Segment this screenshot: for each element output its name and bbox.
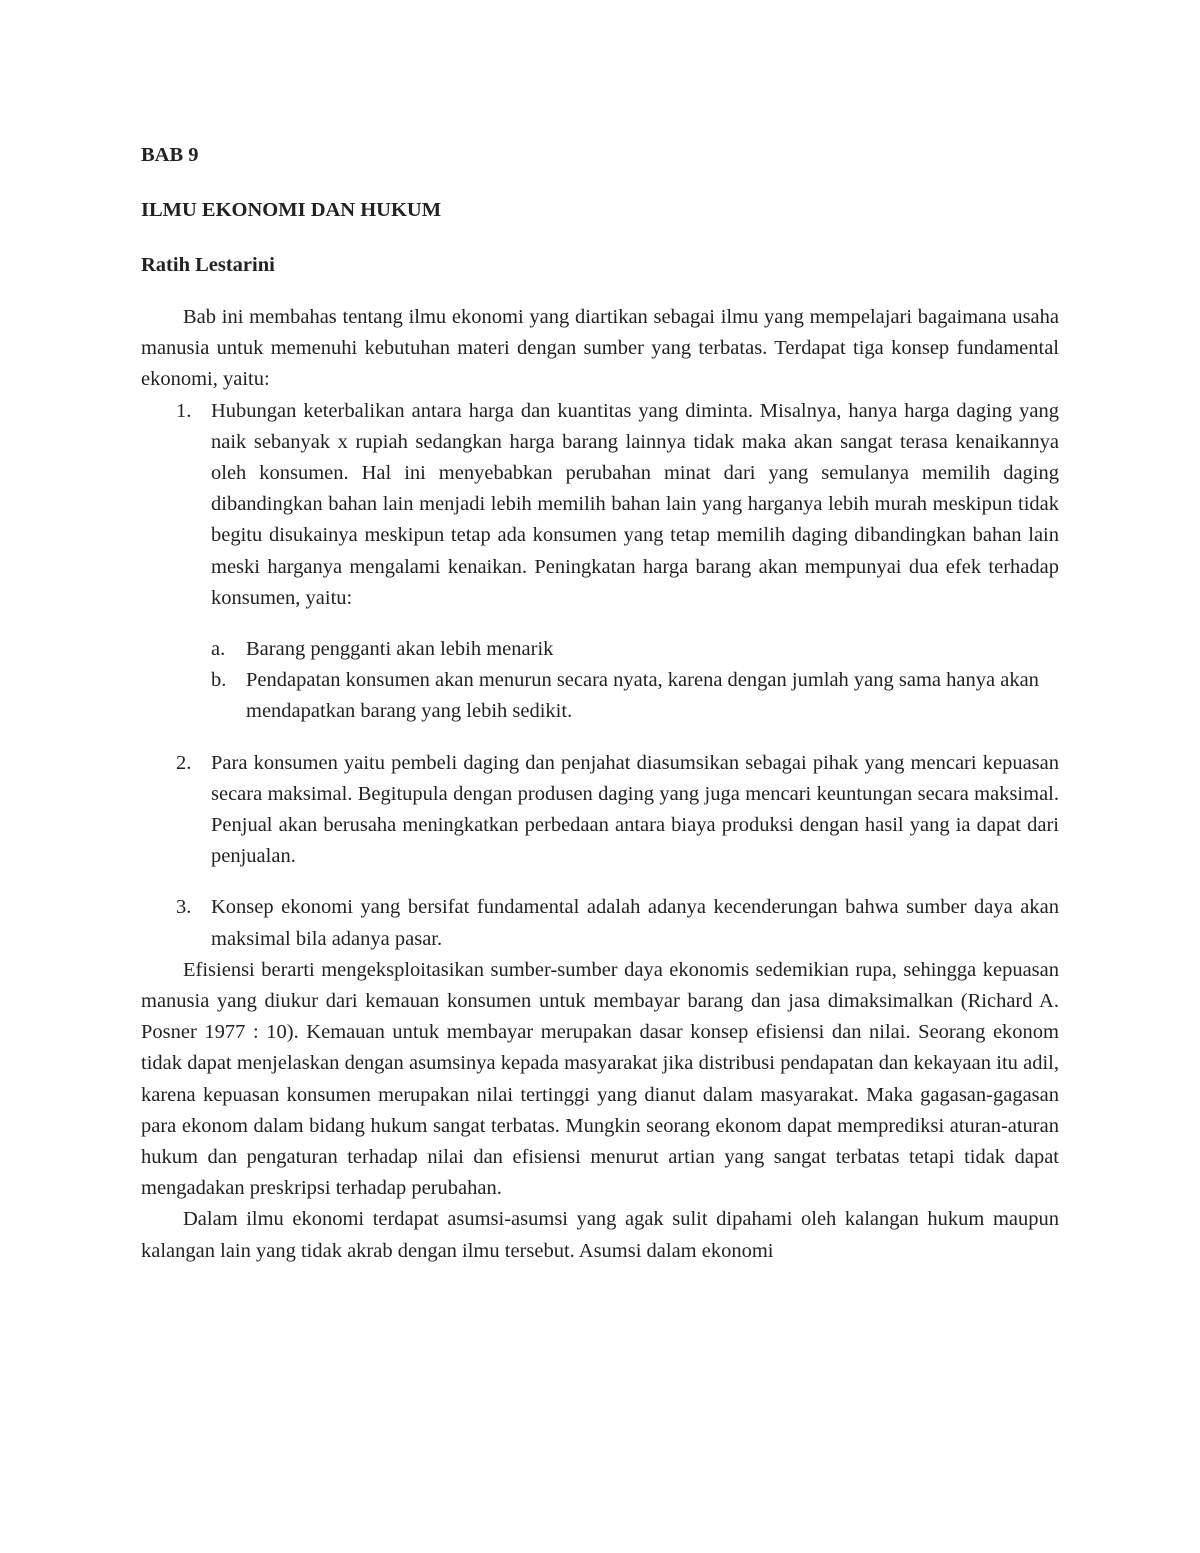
sublist-item-text: Pendapatan konsumen akan menurun secara nyata, karena dengan jumlah yang sama hanya akan mendapatkan barang yang lebih sedikit. [246,669,1039,723]
list-item [141,396,1059,728]
sublist-item-mark: a. [211,638,226,661]
list-item-number: 3. [176,896,192,919]
list-item-text: Para konsumen yaitu pembeli daging dan penjahat diasumsikan sebagai pihak yang mencari kepuasan secara maksimal. Begitupula dengan produsen daging yang juga mencari keuntungan secara maksimal. Penjual akan berusaha meningkatkan perbedaan antara biaya produksi dengan hasil yang ia dapat dari penjualan. [211,751,1059,868]
efficiency-paragraph: Efisiensi berarti mengeksploitasikan sumber-sumber daya ekonomis sedemikian rupa, sehingga kepuasan manusia yang diukur dari kemauan konsumen untuk membayar barang dan jasa dimaksimalkan (Richard A. Posner 1977 : 10). Kemauan untuk membayar merupakan dasar konsep efisiensi dan nilai. Seorang ekonom tidak dapat menjelaskan dengan asumsinya kepada masyarakat jika distribusi pendapatan dan kekayaan itu adil, karena kepuasan konsumen merupakan nilai tertinggi yang dianut dalam masyarakat. Maka gagasan-gagasan para ekonom dalam bidang hukum sangat terbatas. Mungkin seorang ekonom dapat memprediksi aturan-aturan hukum dan pengaturan terhadap nilai dan efisiensi menurut artian yang sangat terbatas tetapi tidak dapat mengadakan preskripsi terhadap perubahan. [141,958,1059,1200]
sublist-item [211,634,1059,665]
list-item-number: 1. [176,399,192,422]
list-item [141,892,1059,954]
chapter-title: ILMU EKONOMI DAN HUKUM [141,199,442,221]
concept-list [141,396,1059,955]
effects-sublist [211,634,1059,728]
intro-paragraph: Bab ini membahas tentang ilmu ekonomi yang diartikan sebagai ilmu yang mempelajari bagaimana usaha manusia untuk memenuhi kebutuhan materi dengan sumber yang terbatas. Terdapat tiga konsep fundamental ekonomi, yaitu: [141,306,1059,391]
list-item-text: Konsep ekonomi yang bersifat fundamental adalah adanya kecenderungan bahwa sumber daya akan maksimal bila adanya pasar. [211,896,1059,950]
assumption-paragraph: Dalam ilmu ekonomi terdapat asumsi-asumsi yang agak sulit dipahami oleh kalangan hukum maupun kalangan lain yang tidak akrab dengan ilmu tersebut. Asumsi dalam ekonomi [141,1208,1059,1262]
list-item-text: Hubungan keterbalikan antara harga dan kuantitas yang diminta. Misalnya, hanya harga daging yang naik sebanyak x rupiah sedangkan harga barang lainnya tidak maka akan sangat terasa kenaikannya oleh konsumen. Hal ini menyebabkan perubahan minat dari yang semulanya memilih daging dibandingkan bahan lain menjadi lebih memilih bahan lain yang harganya lebih murah meskipun tidak begitu disukainya meskipun tetap ada konsumen yang tetap memilih daging dibandingkan bahan lain meski harganya mengalami kenaikan. Peningkatan harga barang akan mempunyai dua efek terhadap konsumen, yaitu: [211,399,1059,609]
sublist-item-text: Barang pengganti akan lebih menarik [246,638,554,661]
author-name: Ratih Lestarini [141,254,275,276]
chapter-heading: BAB 9 [141,144,199,166]
page-content [141,140,1059,1267]
list-item-number: 2. [176,751,192,774]
list-item [141,748,1059,873]
sublist-item-mark: b. [211,669,227,692]
sublist-item [211,665,1059,727]
